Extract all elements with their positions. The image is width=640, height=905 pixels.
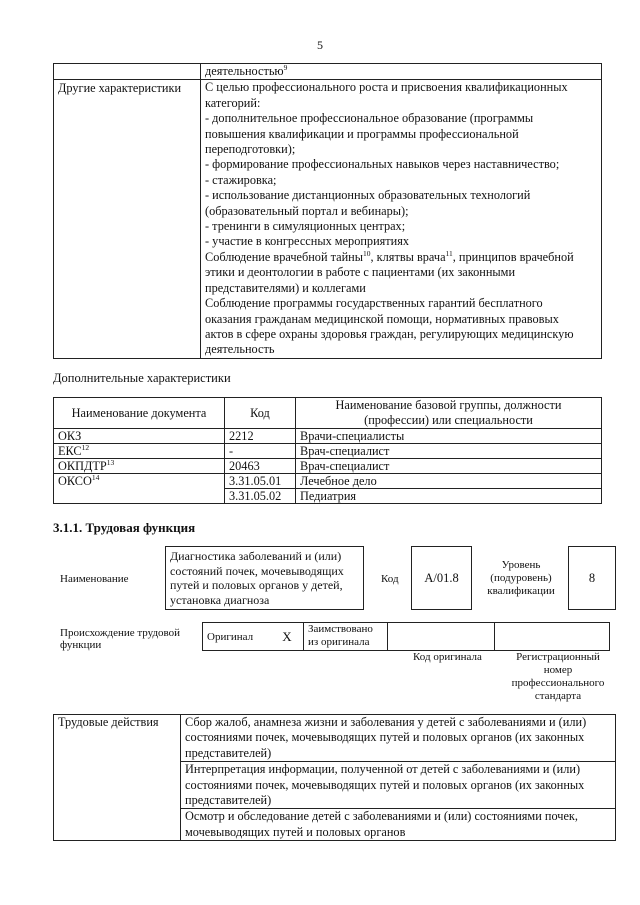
- characteristic-line: категорий:: [205, 95, 261, 110]
- oath-line: этики и деонтологии в работе с пациентами (их законными: [205, 265, 516, 280]
- other-characteristics-content: [201, 80, 602, 358]
- guarantee-line: актов в сфере охраны здоровья граждан, регулирующих медицинскую: [205, 326, 574, 341]
- reg-number-label: Регистрационный номер профессионального стандарта: [511, 651, 605, 702]
- group-cell: Лечебное дело: [296, 474, 602, 489]
- additional-characteristics-title: Дополнительные характеристики: [53, 371, 231, 385]
- code-label: Код: [381, 573, 399, 585]
- labor-actions-label: Трудовые действия: [54, 715, 181, 841]
- labor-action-line: состояниями почек, мочевыводящих путей и половых органов (их законных: [185, 730, 585, 745]
- code-cell: -: [225, 444, 296, 459]
- code-cell: 3.31.05.02: [225, 489, 296, 504]
- table-row: [54, 444, 602, 459]
- table-row: [54, 715, 616, 762]
- activity-text: деятельностью: [205, 64, 284, 78]
- doc-cell: ОКЗ: [54, 429, 225, 444]
- guarantee-line: оказания гражданам медицинской помощи, нормативных правовых: [205, 311, 559, 326]
- guarantee-line: Соблюдение программы государственных гарантий бесплатного: [205, 296, 543, 311]
- code-cell: 20463: [225, 459, 296, 474]
- page-number: 5: [317, 38, 323, 52]
- code-original-cell: [388, 623, 495, 651]
- borrowed-cell: Заимствовано из оригинала: [304, 623, 388, 651]
- level-label: Уровень (подуровень) квалификации: [487, 559, 555, 597]
- original-mark: X: [271, 623, 304, 651]
- name-label: Наименование: [60, 573, 129, 585]
- characteristic-line: повышения квалификации и программы профессиональной: [205, 126, 519, 141]
- code-header: Код: [225, 398, 296, 429]
- labor-action-line: состояниями почек, мочевыводящих путей и половых органов (их законных: [185, 777, 585, 792]
- group-cell: Врачи-специалисты: [296, 429, 602, 444]
- labor-action-line: представителей): [185, 793, 272, 808]
- level-value: 8: [568, 546, 616, 610]
- origin-label: Происхождение трудовой функции: [60, 627, 181, 651]
- code-original-label: Код оригинала: [413, 651, 482, 663]
- characteristic-line: - тренинги в симуляционных центрах;: [205, 219, 406, 234]
- labor-action-line: Осмотр и обследование детей с заболеваниями и (или) состояниями почек,: [185, 809, 578, 824]
- table-row: [54, 459, 602, 474]
- labor-action-cell: [181, 762, 616, 809]
- activity-cell: [201, 64, 602, 80]
- empty-cell: [54, 64, 201, 80]
- labor-action-line: представителей): [185, 745, 272, 760]
- characteristic-line: - использование дистанционных образовательных технологий: [205, 188, 531, 203]
- code-cell: 2212: [225, 429, 296, 444]
- characteristic-line: переподготовки);: [205, 142, 296, 157]
- additional-characteristics-table: [53, 397, 602, 504]
- labor-action-line: мочевыводящих путей и половых органов: [185, 824, 406, 839]
- doc-header: Наименование документа: [54, 398, 225, 429]
- other-characteristics-table: [53, 63, 602, 359]
- characteristic-line: - стажировка;: [205, 172, 277, 187]
- origin-table: [202, 622, 610, 651]
- labor-actions-table: [53, 714, 616, 841]
- oath-line: Соблюдение врачебной тайны$^{10}$, клятвы врача$^{11}$, принципов врачебной: [205, 248, 574, 264]
- labor-action-line: Интерпретация информации, полученной от детей с заболеваниями и (или): [185, 762, 581, 777]
- group-header: Наименование базовой группы, должности (профессии) или специальности: [296, 398, 602, 429]
- function-name-box: Диагностика заболеваний и (или) состояний почек, мочевыводящих путей и половых органов у детей, установка диагноза: [165, 546, 364, 610]
- doc-cell: ОКСО$^{14}$: [54, 474, 225, 504]
- table-row: [54, 429, 602, 444]
- group-cell: Врач-специалист: [296, 444, 602, 459]
- oath-line: представителями) и коллегами: [205, 280, 366, 295]
- original-label: Оригинал: [203, 623, 272, 651]
- characteristic-line: - участие в конгрессных мероприятиях: [205, 234, 410, 249]
- group-cell: Врач-специалист: [296, 459, 602, 474]
- other-characteristics-label: Другие характеристики: [54, 80, 201, 358]
- characteristic-line: - формирование профессиональных навыков через наставничество;: [205, 157, 560, 172]
- doc-cell: ОКПДТР$^{13}$: [54, 459, 225, 474]
- characteristic-line: - дополнительное профессиональное образование (программы: [205, 111, 534, 126]
- table-row: [54, 474, 602, 489]
- code-value: А/01.8: [411, 546, 472, 610]
- footnote-ref: 9: [283, 62, 288, 72]
- section-title: 3.1.1. Трудовая функция: [53, 520, 196, 535]
- labor-action-cell: [181, 809, 616, 841]
- guarantee-line: деятельность: [205, 342, 275, 357]
- reg-number-cell: [495, 623, 610, 651]
- labor-action-line: Сбор жалоб, анамнеза жизни и заболевания у детей с заболеваниями и (или): [185, 715, 587, 729]
- labor-action-cell: [181, 715, 616, 762]
- group-cell: Педиатрия: [296, 489, 602, 504]
- code-cell: 3.31.05.01: [225, 474, 296, 489]
- doc-cell: ЕКС$^{12}$: [54, 444, 225, 459]
- characteristic-line: (образовательный портал и вебинары);: [205, 203, 409, 218]
- characteristic-line: С целью профессионального роста и присвоения квалификационных: [205, 80, 568, 95]
